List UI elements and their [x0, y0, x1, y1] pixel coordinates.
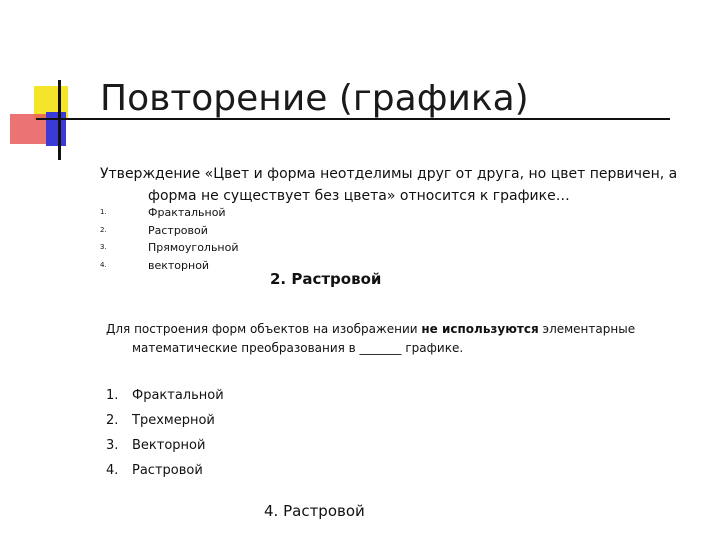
option-number: 4.: [106, 463, 119, 478]
option-text: Трехмерной: [132, 413, 215, 428]
slide-title: Повторение (графика): [100, 78, 529, 119]
option-text: Векторной: [132, 438, 206, 453]
question-1: [100, 163, 690, 207]
option-number: 4.: [100, 260, 107, 269]
option-number: 3.: [100, 243, 107, 251]
option-text: Прямоугольной: [148, 241, 239, 254]
option-number: 1.: [106, 388, 119, 403]
option-text: Фрактальной: [148, 206, 226, 219]
question-2-line-2: математические преобразования в _______ графике.: [132, 341, 464, 355]
question-1-line-1: Утверждение «Цвет и форма неотделимы друг от друга, но цвет первичен, а: [100, 166, 678, 182]
option-number: 2.: [106, 413, 119, 428]
option-text: векторной: [148, 258, 210, 272]
question-1-line-2: форма не существует без цвета» относится к графике…: [148, 188, 570, 204]
question-2-answer: 4. Растровой: [264, 502, 365, 520]
question-2-line-1-before: Для построения форм объектов на изображении: [106, 322, 422, 336]
option-text: Растровой: [148, 223, 208, 237]
option-number: 1.: [100, 208, 107, 216]
question-2-emphasis: не используются: [421, 322, 539, 336]
decor-vertical-line: [58, 80, 61, 160]
option-number: 2.: [100, 225, 107, 234]
option-text: Растровой: [132, 463, 203, 478]
question-2-line-1-after: элементарные: [538, 322, 636, 336]
option-number: 3.: [106, 438, 119, 453]
option-text: Фрактальной: [132, 388, 224, 403]
question-1-answer: 2. Растровой: [270, 270, 382, 288]
question-2: [106, 320, 666, 358]
